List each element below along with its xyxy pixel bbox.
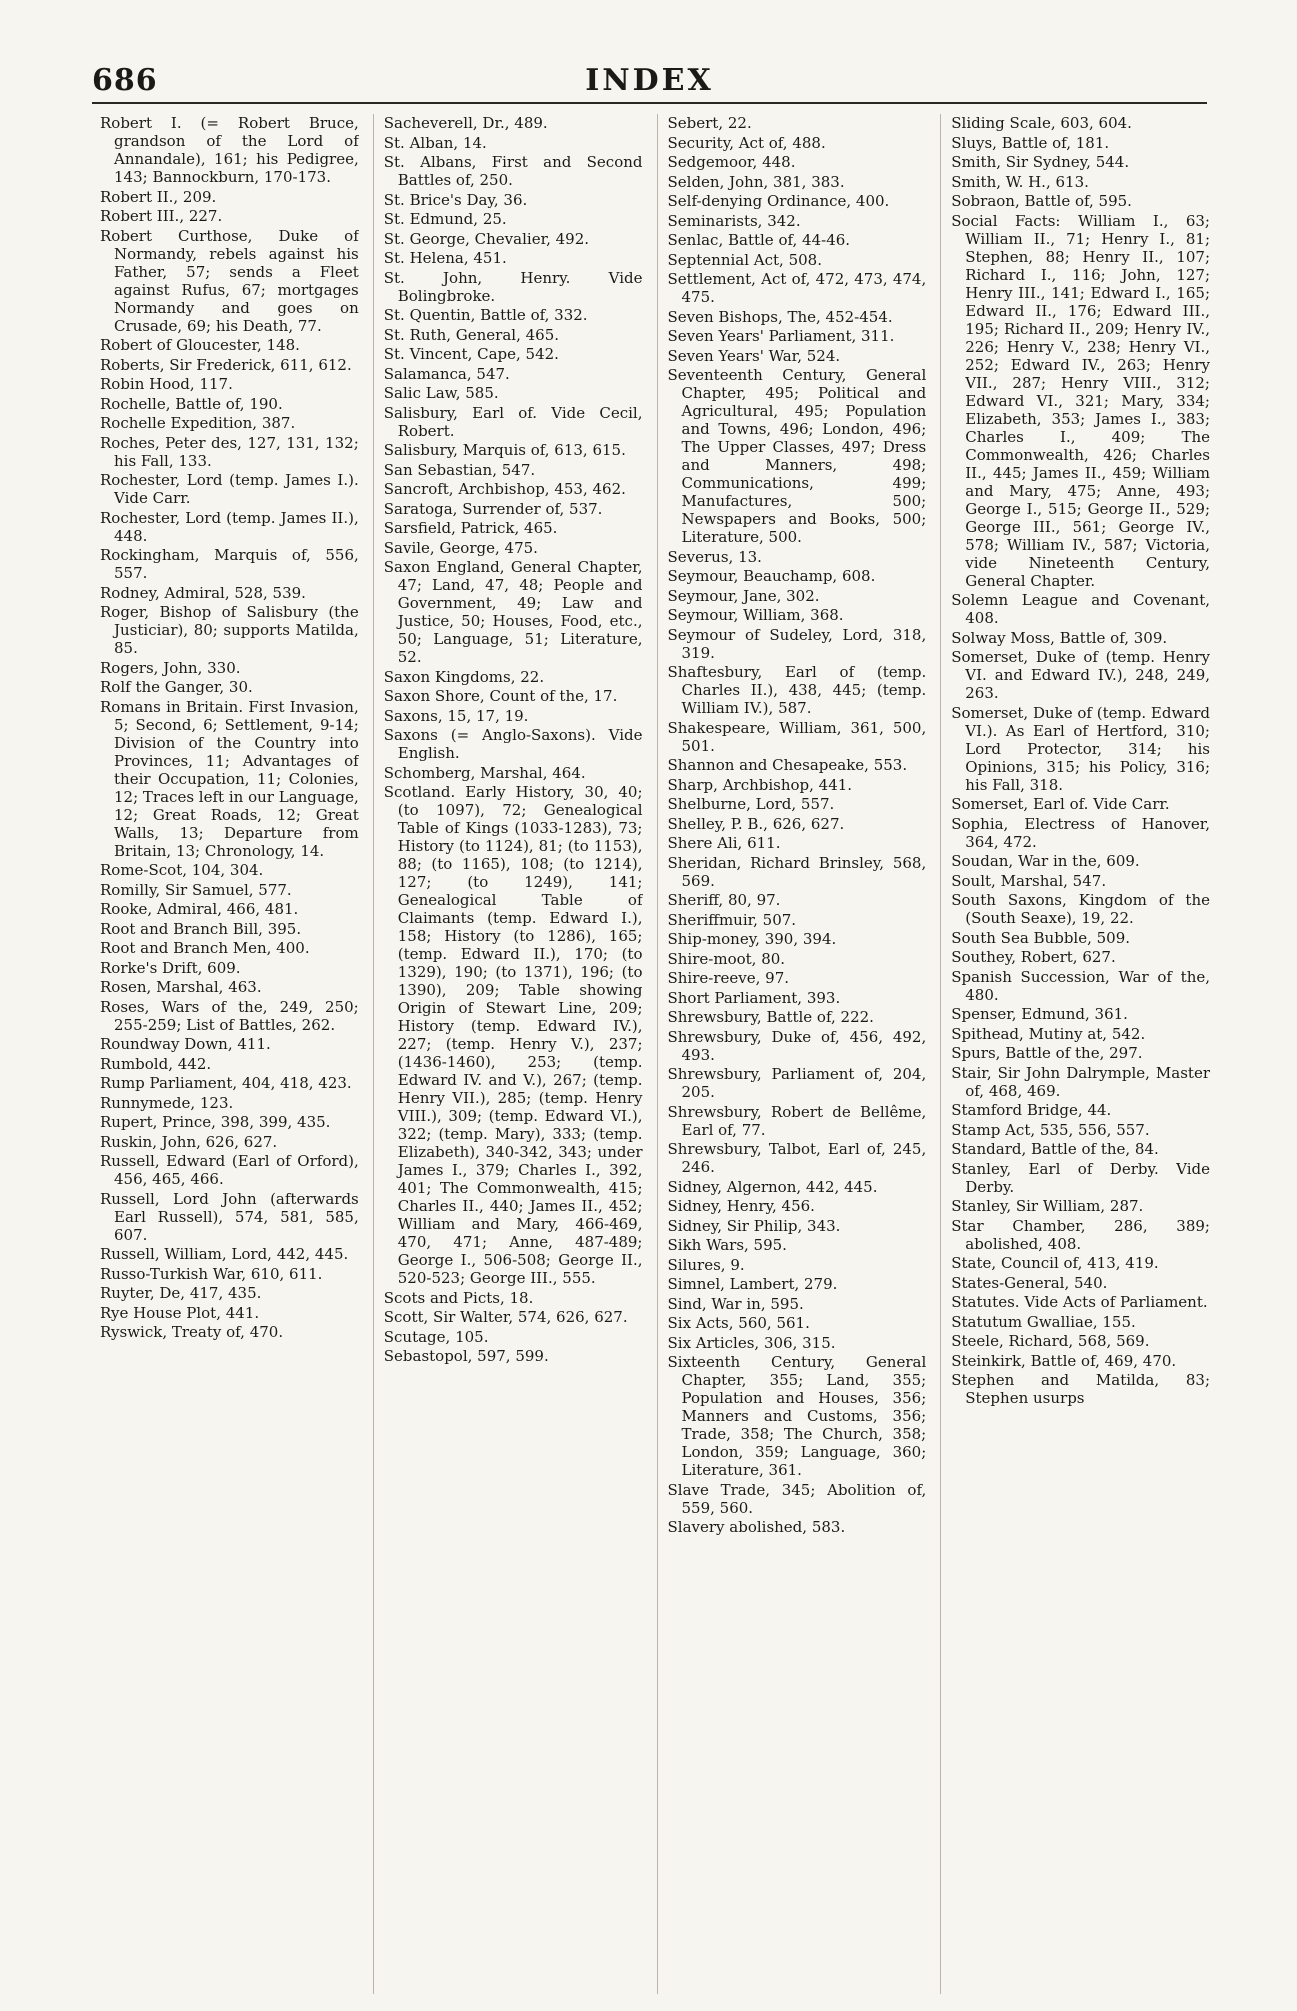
index-entry: Sharp, Archbishop, 441. — [667, 775, 853, 794]
index-entry: Solway Moss, Battle of, 309. — [951, 628, 1168, 647]
index-entry: Rochester, Lord (temp. James I.). Vide Carr. — [100, 471, 359, 507]
index-entry: Spanish Succession, War of the, 480. — [951, 967, 1210, 1004]
index-entry: Rolf the Ganger, 30. — [100, 678, 253, 696]
index-entry: Ryswick, Treaty of, 470. — [100, 1323, 284, 1341]
index-entry: Social Facts: William I., 63; William II., 71; Henry I., 81; Stephen, 88; Henry II., 107; Richard I., 116; John, 127; Henry III., 141; Edward I., 165; Edward II., 176; Edward III., 195; Richard II., 209; Henry IV., 226; Henry V., 238; Henry VI., 252; Edward IV., 263; Henry VII., 287; Henry VIII., 312; Edward VI., 321; Mary, 334; Elizabeth, 353; James I., 383; Charles I., 409; The Commonwealth, 426; Charles II., 445; James II., 459; William and Mary, 475; Anne, 493; George I., 515; George II., 529; George III., 561; George IV., 578; William IV., 587; Victoria, vide Nineteenth Century, General Chapter. — [951, 211, 1210, 590]
index-entry: Sheridan, Richard Brinsley, 568, 569. — [667, 853, 927, 890]
index-entry: Sancroft, Archbishop, 453, 462. — [383, 480, 626, 498]
index-entry: Standard, Battle of the, 84. — [951, 1140, 1159, 1158]
index-entry: Statutum Gwalliae, 155. — [951, 1312, 1136, 1331]
index-entry: Ruskin, John, 626, 627. — [100, 1132, 278, 1151]
index-column-3 — [657, 114, 927, 1994]
index-entry: Solemn League and Covenant, 408. — [951, 591, 1210, 627]
index-entry: Saxon England, General Chapter, 47; Land, 47, 48; People and Government, 49; Law and Justice, 50; Houses, Food, etc., 50; Language, 51; Literature, 52. — [383, 558, 643, 666]
index-entry: Shrewsbury, Battle of, 222. — [667, 1008, 874, 1026]
index-entry: Sarsfield, Patrick, 465. — [383, 519, 558, 537]
index-entry: Silures, 9. — [667, 1255, 745, 1274]
page-header — [92, 58, 1207, 98]
index-entry: Roger, Bishop of Salisbury (the Justiciar), 80; supports Matilda, 85. — [100, 603, 359, 657]
index-entry: Rochelle Expedition, 387. — [100, 414, 296, 432]
index-entry: State, Council of, 413, 419. — [951, 1254, 1159, 1272]
index-entry: Ruyter, De, 417, 435. — [100, 1284, 262, 1302]
index-entry: Rye House Plot, 441. — [100, 1303, 260, 1322]
index-entry: Star Chamber, 286, 389; abolished, 408. — [951, 1216, 1210, 1253]
index-entry: Southey, Robert, 627. — [951, 948, 1116, 966]
index-entry: Root and Branch Men, 400. — [100, 939, 310, 957]
index-entry: Security, Act of, 488. — [667, 133, 826, 152]
index-entry: States-General, 540. — [951, 1273, 1108, 1292]
index-entry: Rockingham, Marquis of, 556, 557. — [100, 546, 359, 582]
running-title: INDEX — [585, 63, 714, 98]
index-entry: Shrewsbury, Robert de Bellême, Earl of, 77. — [667, 1102, 927, 1139]
index-entry: St. John, Henry. Vide Bolingbroke. — [383, 268, 643, 305]
index-entry: Savile, George, 475. — [383, 538, 538, 557]
index-entry: South Sea Bubble, 509. — [951, 928, 1131, 947]
index-entry: Seven Years' Parliament, 311. — [667, 327, 895, 345]
index-entry: St. Alban, 14. — [383, 133, 487, 152]
index-entry: Rupert, Prince, 398, 399, 435. — [100, 1113, 331, 1131]
index-entry: Sheriffmuir, 507. — [667, 910, 797, 929]
index-entry: Seventeenth Century, General Chapter, 495; Political and Agricultural, 495; Population and Towns, 496; London, 496; The Upper Classes, 497; Dress and Manners, 498; Communications, 499; Manufactures, 500; Newspapers and Books, 500; Literature, 500. — [667, 366, 927, 546]
index-entry: St. Albans, First and Second Battles of, 250. — [383, 153, 643, 189]
index-entry: Saratoga, Surrender of, 537. — [383, 499, 603, 518]
index-entry: Sophia, Electress of Hanover, 364, 472. — [951, 814, 1210, 851]
index-entry: Scotland. Early History, 30, 40; (to 1097), 72; Genealogical Table of Kings (1033-1283), 73; History (to 1124), 81; (to 1153), 88; (to 1165), 108; (to 1214), 127; (to 1249), 141; Genealogical Table of Claimants (temp. Edward I.), 158; History (to 1286), 165; (temp. Edward II.), 170; (to 1329), 190; (to 1371), 196; (to 1390), 209; Table showing Origin of Stewart Line, 209; History (temp. Edward IV.), 227; (temp. Henry V.), 237; (1436-1460), 253; (temp. Edward IV. and V.), 267; (temp. Henry VII.), 285; (temp. Henry VIII.), 309; (temp. Edward VI.), 322; (temp. Mary), 333; (temp. Elizabeth), 340-342, 343; under James I., 379; Charles I., 392, 401; The Commonwealth, 415; Charles II., 440; James II., 452; William and Mary, 466-469, 470, 471; Anne, 487-489; George I., 506-508; George II., 520-523; George III., 555. — [383, 783, 643, 1287]
index-entry: Russo-Turkish War, 610, 611. — [100, 1264, 323, 1283]
index-entry: Sidney, Sir Philip, 343. — [667, 1216, 841, 1235]
header-rule — [92, 102, 1207, 104]
index-entry: Rome-Scot, 104, 304. — [100, 861, 264, 879]
index-entry: Roberts, Sir Frederick, 611, 612. — [100, 355, 352, 374]
index-entry: Selden, John, 381, 383. — [667, 172, 845, 191]
index-entry: Stanley, Earl of Derby. Vide Derby. — [951, 1159, 1210, 1196]
index-entry: Shelley, P. B., 626, 627. — [667, 814, 845, 833]
index-entry: Senlac, Battle of, 44-46. — [667, 231, 851, 249]
index-entry: Robert of Gloucester, 148. — [100, 336, 300, 354]
index-entry: Spurs, Battle of the, 297. — [951, 1044, 1143, 1062]
index-entry: Sixteenth Century, General Chapter, 355; Land, 355; Population and Houses, 356; Manners and Customs, 356; Trade, 358; The Church, 358; London, 359; Language, 360; Literature, 361. — [667, 1353, 927, 1479]
index-entry: Sidney, Henry, 456. — [667, 1197, 815, 1215]
index-entry: Sobraon, Battle of, 595. — [951, 192, 1132, 210]
index-entry: Shakespeare, William, 361, 500, 501. — [667, 718, 927, 755]
index-entry: Romans in Britain. First Invasion, 5; Second, 6; Settlement, 9-14; Division of the Country into Provinces, 11; Advantages of their Occupation, 11; Colonies, 12; Traces left in our Language, 12; Great Roads, 12; Great Walls, 13; Departure from Britain, 13; Chronology, 14. — [100, 697, 359, 860]
index-entry: St. Quentin, Battle of, 332. — [383, 306, 588, 324]
index-entry: Shire-reeve, 97. — [667, 969, 790, 987]
index-entry: Sacheverell, Dr., 489. — [383, 114, 548, 132]
index-entry: Rogers, John, 330. — [100, 658, 241, 677]
index-entry: Rooke, Admiral, 466, 481. — [100, 900, 299, 918]
index-entry: Soult, Marshal, 547. — [951, 871, 1107, 890]
index-entry: Smith, W. H., 613. — [951, 172, 1089, 191]
index-entry: Steele, Richard, 568, 569. — [951, 1332, 1150, 1350]
index-entry: Steinkirk, Battle of, 469, 470. — [951, 1351, 1177, 1370]
index-entry: Salisbury, Marquis of, 613, 615. — [383, 441, 626, 459]
index-entry: South Saxons, Kingdom of the (South Seaxe), 19, 22. — [951, 891, 1210, 927]
index-entry: Seymour, William, 368. — [667, 606, 844, 624]
index-entry: Simnel, Lambert, 279. — [667, 1275, 838, 1293]
index-entry: Stair, Sir John Dalrymple, Master of, 468, 469. — [951, 1063, 1210, 1100]
index-entry: St. Brice's Day, 36. — [383, 190, 528, 209]
index-entry: Slavery abolished, 583. — [667, 1518, 846, 1536]
index-entry: Somerset, Duke of (temp. Edward VI.). As Earl of Hertford, 310; Lord Protector, 314; his Opinions, 315; his Policy, 316; his Fall, 318. — [951, 703, 1210, 794]
index-entry: St. Vincent, Cape, 542. — [383, 345, 559, 363]
index-entry: Robert II., 209. — [100, 187, 217, 206]
index-entry: Shrewsbury, Talbot, Earl of, 245, 246. — [667, 1140, 927, 1176]
index-entry: Rump Parliament, 404, 418, 423. — [100, 1074, 352, 1092]
index-entry: Statutes. Vide Acts of Parliament. — [951, 1293, 1208, 1311]
index-entry: Robin Hood, 117. — [100, 375, 233, 393]
index-entry: Stanley, Sir William, 287. — [951, 1197, 1144, 1215]
index-entry: Rorke's Drift, 609. — [100, 958, 241, 977]
index-entry: Septennial Act, 508. — [667, 250, 822, 269]
index-entry: San Sebastian, 547. — [383, 460, 536, 479]
index-entry: Saxons (= Anglo-Saxons). Vide English. — [383, 726, 643, 762]
index-column-2 — [373, 114, 643, 1994]
index-column-1 — [100, 114, 359, 1994]
index-entry: Sind, War in, 595. — [667, 1294, 804, 1313]
index-entry: St. Edmund, 25. — [383, 210, 507, 228]
index-entry: St. Ruth, General, 465. — [383, 325, 560, 344]
index-columns — [100, 114, 1210, 1994]
index-entry: Soudan, War in the, 609. — [951, 852, 1140, 870]
index-entry: Robert III., 227. — [100, 207, 223, 225]
index-entry: Saxon Shore, Count of the, 17. — [383, 687, 618, 705]
index-entry: Six Articles, 306, 315. — [667, 1333, 836, 1352]
index-entry: Slave Trade, 345; Abolition of, 559, 560. — [667, 1480, 927, 1517]
index-entry: Sikh Wars, 595. — [667, 1236, 787, 1254]
index-entry: Sidney, Algernon, 442, 445. — [667, 1177, 878, 1196]
index-entry: Spithead, Mutiny at, 542. — [951, 1024, 1146, 1043]
index-entry: Scots and Picts, 18. — [383, 1288, 534, 1307]
index-entry: Rochester, Lord (temp. James II.), 448. — [100, 508, 359, 545]
index-entry: Shaftesbury, Earl of (temp. Charles II.), 438, 445; (temp. William IV.), 587. — [667, 663, 927, 717]
index-entry: Romilly, Sir Samuel, 577. — [100, 880, 292, 899]
index-entry: St. Helena, 451. — [383, 249, 507, 267]
index-entry: Runnymede, 123. — [100, 1093, 234, 1112]
index-entry: Stamford Bridge, 44. — [951, 1101, 1112, 1119]
index-entry: Sebert, 22. — [667, 114, 752, 132]
index-entry: Shire-moot, 80. — [667, 949, 786, 968]
index-entry: Seymour, Beauchamp, 608. — [667, 567, 876, 585]
index-entry: Shrewsbury, Duke of, 456, 492, 493. — [667, 1027, 927, 1064]
index-entry: Short Parliament, 393. — [667, 988, 841, 1007]
index-entry: Spenser, Edmund, 361. — [951, 1005, 1128, 1023]
index-entry: Scutage, 105. — [383, 1327, 489, 1346]
index-entry: Rodney, Admiral, 528, 539. — [100, 583, 306, 602]
index-entry: Severus, 13. — [667, 547, 762, 566]
index-entry: Stephen and Matilda, 83; Stephen usurps — [951, 1371, 1210, 1407]
index-entry: Sluys, Battle of, 181. — [951, 133, 1110, 152]
index-entry: Seven Years' War, 524. — [667, 346, 841, 365]
index-entry: Seven Bishops, The, 452-454. — [667, 307, 893, 326]
index-entry: Somerset, Duke of (temp. Henry VI. and Edward IV.), 248, 249, 263. — [951, 648, 1210, 702]
index-entry: Stamp Act, 535, 556, 557. — [951, 1120, 1150, 1139]
index-entry: Saxons, 15, 17, 19. — [383, 706, 529, 725]
index-entry: Salisbury, Earl of. Vide Cecil, Robert. — [383, 403, 643, 440]
index-entry: Salamanca, 547. — [383, 364, 510, 383]
index-entry: Russell, William, Lord, 442, 445. — [100, 1245, 349, 1263]
index-entry: Rumbold, 442. — [100, 1054, 212, 1073]
index-entry: Smith, Sir Sydney, 544. — [951, 153, 1130, 171]
index-entry: Shere Ali, 611. — [667, 834, 781, 852]
index-entry: Sheriff, 80, 97. — [667, 891, 781, 909]
index-entry: Self-denying Ordinance, 400. — [667, 192, 890, 210]
index-entry: Rochelle, Battle of, 190. — [100, 394, 283, 413]
index-entry: Scott, Sir Walter, 574, 626, 627. — [383, 1308, 628, 1326]
page-number: 686 — [92, 63, 158, 98]
index-entry: Sliding Scale, 603, 604. — [951, 114, 1132, 132]
index-entry: Roses, Wars of the, 249, 250; 255-259; List of Battles, 262. — [100, 997, 359, 1034]
index-entry: Seminarists, 342. — [667, 211, 801, 230]
index-entry: Shannon and Chesapeake, 553. — [667, 756, 908, 774]
index-entry: Robert I. (= Robert Bruce, grandson of the Lord of Annandale), 161; his Pedigree, 143; Bannockburn, 170-173. — [100, 114, 359, 186]
index-entry: St. George, Chevalier, 492. — [383, 229, 590, 248]
index-entry: Saxon Kingdoms, 22. — [383, 667, 545, 686]
index-entry: Sedgemoor, 448. — [667, 153, 796, 171]
index-entry: Roches, Peter des, 127, 131, 132; his Fall, 133. — [100, 433, 359, 470]
index-entry: Sebastopol, 597, 599. — [383, 1347, 549, 1365]
index-entry: Shelburne, Lord, 557. — [667, 795, 835, 813]
index-entry: Root and Branch Bill, 395. — [100, 919, 302, 938]
index-entry: Robert Curthose, Duke of Normandy, rebels against his Father, 57; sends a Fleet against Rufus, 67; mortgages Normandy and goes on Crusade, 69; his Death, 77. — [100, 226, 359, 335]
index-entry: Ship-money, 390, 394. — [667, 930, 837, 948]
index-entry: Shrewsbury, Parliament of, 204, 205. — [667, 1065, 927, 1101]
index-entry: Settlement, Act of, 472, 473, 474, 475. — [667, 270, 927, 306]
index-entry: Schomberg, Marshal, 464. — [383, 763, 586, 782]
index-entry: Seymour, Jane, 302. — [667, 586, 820, 605]
index-entry: Russell, Edward (Earl of Orford), 456, 465, 466. — [100, 1152, 359, 1188]
index-entry: Six Acts, 560, 561. — [667, 1314, 810, 1332]
index-entry: Seymour of Sudeley, Lord, 318, 319. — [667, 625, 927, 662]
index-column-4 — [940, 114, 1210, 1994]
index-entry: Roundway Down, 411. — [100, 1035, 271, 1053]
index-entry: Russell, Lord John (afterwards Earl Russell), 574, 581, 585, 607. — [100, 1189, 359, 1244]
index-entry: Rosen, Marshal, 463. — [100, 978, 262, 996]
index-entry: Salic Law, 585. — [383, 384, 499, 402]
index-entry: Somerset, Earl of. Vide Carr. — [951, 795, 1170, 813]
